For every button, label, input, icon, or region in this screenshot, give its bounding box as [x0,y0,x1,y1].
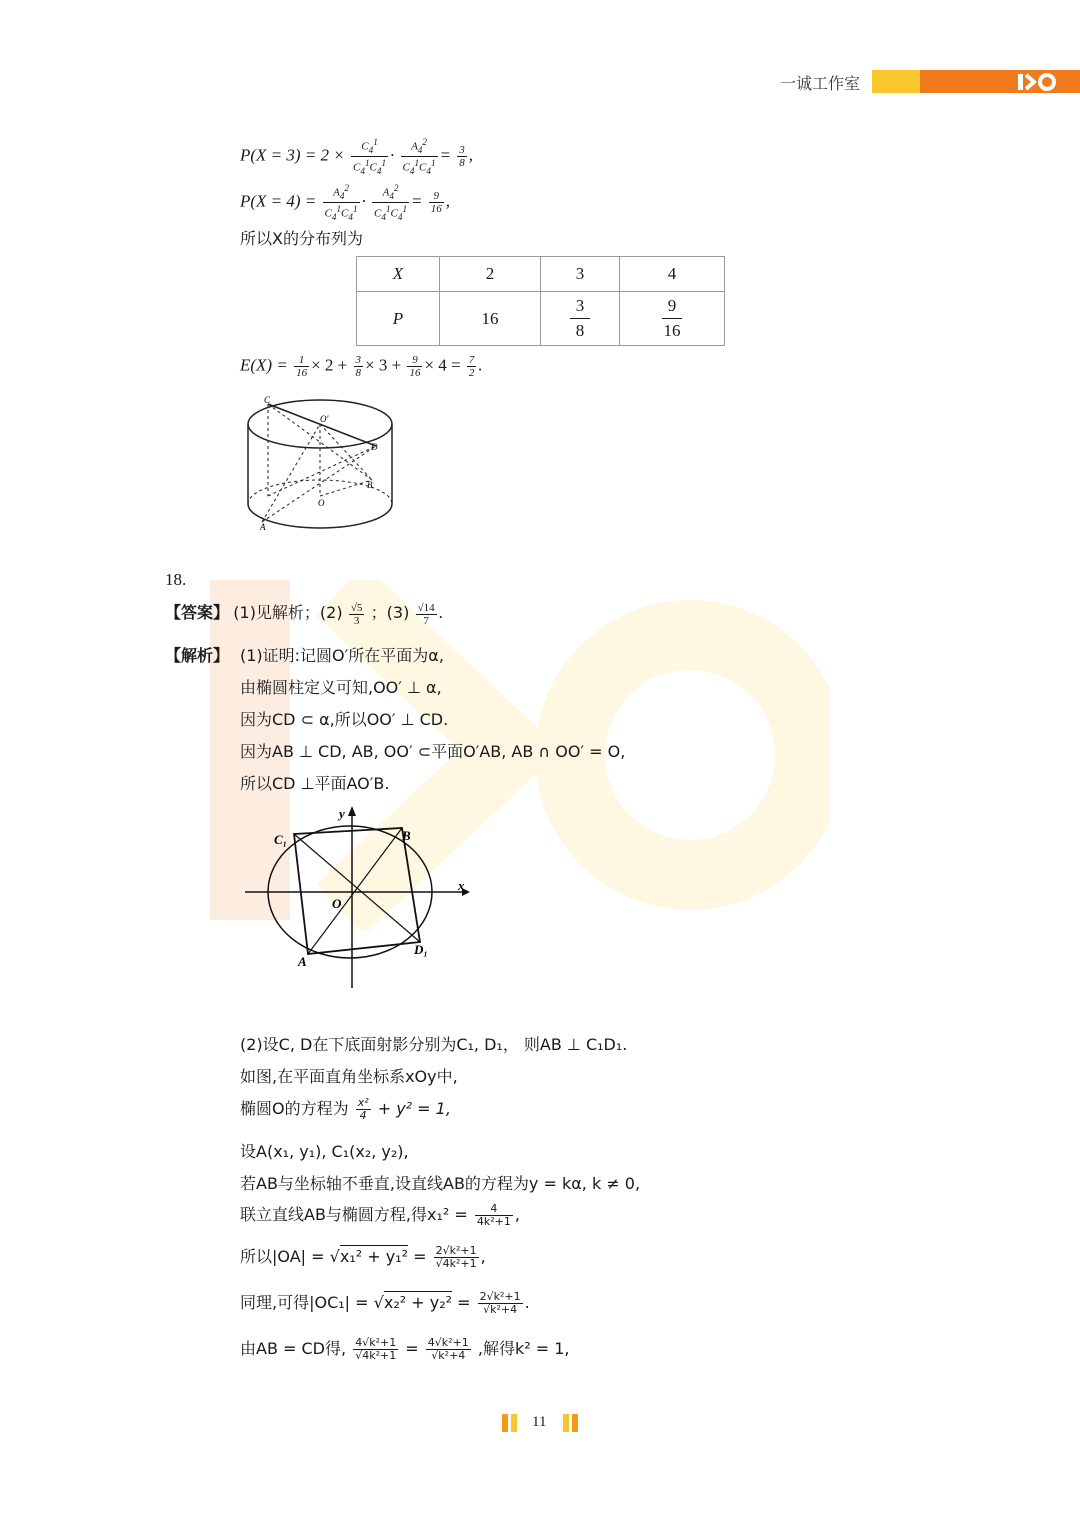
joint-prefix: 联立直线AB与椭圆方程,得x₁² = [240,1205,468,1224]
table-cell: 2 [440,257,541,292]
oa-prefix: 所以|OA| = [240,1247,325,1266]
proof-line-5: 所以CD ⊥平面AO′B. [240,774,390,793]
px3-lhs: P(X = 3) = 2 × [240,145,345,165]
table-cell: 16 [440,292,541,346]
page-marker-left-1 [502,1414,508,1432]
px3-frac1: $\frac{C_4^1}{C_4^1C_4^1}$ [353,137,387,176]
part2-line-1: (2)设C, D在下底面射影分别为C₁, D₁， 则AB ⊥ C₁D₁. [240,1035,628,1054]
ab-cd-equation: 由AB = CD得, $\frac{\text{4√k²+1}}{\text{√4k²+1}}$ = $\frac{\text{4√k²+1}}{\text{√k²+4}}$ ,解得k² = 1, [240,1336,570,1362]
ellipse-eq-prefix: 椭圆O的方程为 [240,1099,349,1118]
fig2-label-x: x [458,878,465,893]
fig2-label-y: y [339,806,345,821]
table-cell: P [357,292,440,346]
ex-label: E(X) = [240,355,288,375]
header-title: 一诚工作室 [780,74,861,93]
fig2-label-a: A [298,954,307,969]
px4-lhs: P(X = 4) = [240,191,317,211]
fig2-label-o: O [332,896,342,911]
page-marker-right-1 [563,1414,569,1432]
analysis-label: 【解析】 [165,646,230,665]
ellipse-eq-suffix: + y² = 1, [377,1099,451,1118]
table-row [357,292,725,346]
proof-line-1: (1)证明:记圆O′所在平面为α, [240,646,444,665]
cylinder-figure [240,392,400,532]
ellipse-equation: 椭圆O的方程为 $\frac{\text{x²}}{4}$ + y² = 1, [240,1096,451,1122]
dist-intro: 所以X的分布列为 [240,229,363,248]
answer-text-2: ；(3) [370,603,410,622]
proof-line-2: 由椭圆柱定义可知,OO′ ⊥ α, [240,678,442,697]
table-cell: X [357,257,440,292]
brand-logo-icon [1016,72,1058,92]
fig2-label-b: B [402,828,411,843]
oc-prefix: 同理,可得|OC₁| = [240,1293,369,1312]
table-row [357,257,725,292]
fig1-label-o: O [318,498,325,508]
fig2-label-c1: C₁ [274,832,288,847]
line-ab: 若AB与坐标轴不垂直,设直线AB的方程为y = kα, k ≠ 0, [240,1174,641,1193]
fig1-label-b: B [367,480,373,490]
fig1-label-c: C [264,395,271,405]
ellipse-figure [240,802,480,994]
answer-line: 【答案】 (1)见解析；(2) $\frac{√5}{3}$ ；(3) $\frac{√14}{7}$ . [165,601,443,627]
px3-formula: P(X = 3) = 2 × $\frac{C_4^1}{C_4^1C_4^1}$ · $\frac{A_4^2}{C_4^1C_4^1}$ = $\frac{3}{8}$ , [240,137,473,176]
problem-number: 18. [165,570,187,589]
oa-equation: 所以|OA| = √x₁² + y₁² = $\frac{\text{2√k²+1}}{\text{√4k²+1}}$ , [240,1244,486,1270]
px4-frac2: $\frac{A_4^2}{C_4^1C_4^1}$ [374,183,408,222]
table-cell: $\frac{3}{8}$ [541,292,620,346]
table-cell: $\frac{9}{16}$ [620,292,725,346]
table-cell: 4 [620,257,725,292]
distribution-table [356,256,725,346]
joint-equation: 联立直线AB与椭圆方程,得x₁² = $\frac{4}{\text{4k²+1}}$ , [240,1202,520,1228]
header-bar-yellow [872,70,920,93]
px4-result: $\frac{9}{16}$ [430,189,442,215]
expectation-formula: E(X) = $\frac{1}{16}$ × 2 + $\frac{3}{8}$ × 3 + $\frac{9}{16}$ × 4 = $\frac{7}{2}$ . [240,354,483,379]
ab-cd-prefix: 由AB = CD得, [240,1339,347,1358]
page-marker-left-2 [511,1414,517,1432]
fig1-label-d: D [371,442,378,452]
fig2-label-d1: D₁ [414,942,428,957]
px3-result: $\frac{3}{8}$ [459,143,465,169]
px4-formula: P(X = 4) = $\frac{A_4^2}{C_4^1C_4^1}$ · $\frac{A_4^2}{C_4^1C_4^1}$ = $\frac{9}{16}$ , [240,183,451,222]
page-number: 11 [532,1414,547,1430]
part2-line-2: 如图,在平面直角坐标系xOy中, [240,1067,458,1086]
oc-equation: 同理,可得|OC₁| = √x₂² + y₂² = $\frac{\text{2√k²+1}}{\text{√k²+4}}$ . [240,1290,530,1316]
table-cell: 3 [541,257,620,292]
answer-text-1: (1)见解析；(2) [233,603,343,622]
set-points: 设A(x₁, y₁), C₁(x₂, y₂), [240,1142,409,1161]
ab-cd-suffix: ,解得k² = 1, [477,1339,570,1358]
answer-label: 【答案】 [165,603,230,622]
px3-frac2: $\frac{A_4^2}{C_4^1C_4^1}$ [402,137,436,176]
page-marker-right-2 [572,1414,578,1432]
px4-frac1: $\frac{A_4^2}{C_4^1C_4^1}$ [324,183,358,222]
proof-line-3: 因为CD ⊂ α,所以OO′ ⊥ CD. [240,710,449,729]
fig1-label-a: A [260,522,266,532]
proof-line-4: 因为AB ⊥ CD, AB, OO′ ⊂平面O′AB, AB ∩ OO′ = O, [240,742,626,761]
fig1-label-o-prime: O′ [320,414,329,424]
